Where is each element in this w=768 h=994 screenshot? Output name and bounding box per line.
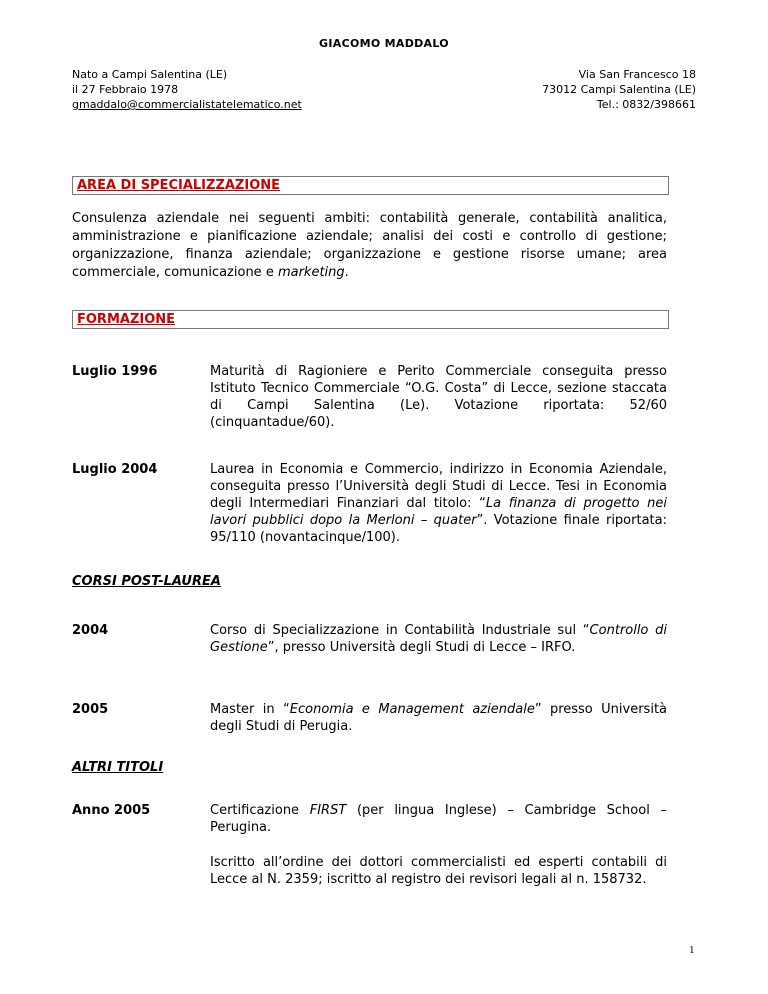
specializzazione-text: Consulenza aziendale nei seguenti ambiti: contabilità generale, contabilità analitica, amministrazione e pianificazione aziendale; analisi dei costi e controllo di gestione; organizzazione, finanza aziendale; organizzazione e gestione risorse umane; area commerciale, comunicazione e marketing. [72,211,667,280]
page-number: 1 [689,944,695,956]
birthdate: il 27 Febbraio 1978 [72,83,179,96]
section-heading-specializzazione: AREA DI SPECIALIZZAZIONE [72,176,669,195]
email-link[interactable]: gmaddalo@commercialistatelematico.net [72,98,302,111]
entry-date: 2004 [72,623,109,638]
entry-text: Iscritto all’ordine dei dottori commercialisti ed esperti contabili di Lecce al N. 2359; iscritto al registro dei revisori legali al n. 158732. [210,855,667,887]
header-address [542,67,696,112]
entry-text: Corso di Specializzazione in Contabilità Industriale sul “Controllo di Gestione”, presso Università degli Studi di Lecce – IRFO. [210,623,667,655]
birthplace: Nato a Campi Salentina (LE) [72,68,228,81]
entry-date: Luglio 1996 [72,364,158,379]
entry-date: 2005 [72,702,109,717]
entry-text: Laurea in Economia e Commercio, indirizzo in Economia Aziendale, conseguita presso l’Università degli Studi di Lecce. Tesi in Economia degli Intermediari Finanziari dal titolo: “La finanza di progetto nei lavori pubblici dopo la Merloni – quater”. Votazione finale riportata: 95/110 (novantacinque/100). [210,462,667,545]
document-title: GIACOMO MADDALO [319,37,449,50]
entry-text: Maturità di Ragioniere e Perito Commerciale conseguita presso Istituto Tecnico Commerciale “O.G. Costa” di Lecce, sezione staccata di Campi Salentina (Le). Votazione riportata: 52/60 (cinquantadue/60). [210,364,667,430]
city-address: 73012 Campi Salentina (LE) [542,83,696,96]
entry-text: Certificazione FIRST (per lingua Inglese) – Cambridge School – Perugina. [210,803,667,835]
street-address: Via San Francesco 18 [578,68,696,81]
entry-date: Anno 2005 [72,803,151,818]
entry-text: Master in “Economia e Management aziendale” presso Università degli Studi di Perugia. [210,702,668,734]
header-personal-info [72,67,302,112]
section-heading-altri-titoli: ALTRI TITOLI [72,760,164,775]
telephone: Tel.: 0832/398661 [596,98,696,111]
section-heading-formazione: FORMAZIONE [72,310,669,329]
section-heading-corsi: CORSI POST-LAUREA [72,574,221,589]
entry-date: Luglio 2004 [72,462,158,477]
